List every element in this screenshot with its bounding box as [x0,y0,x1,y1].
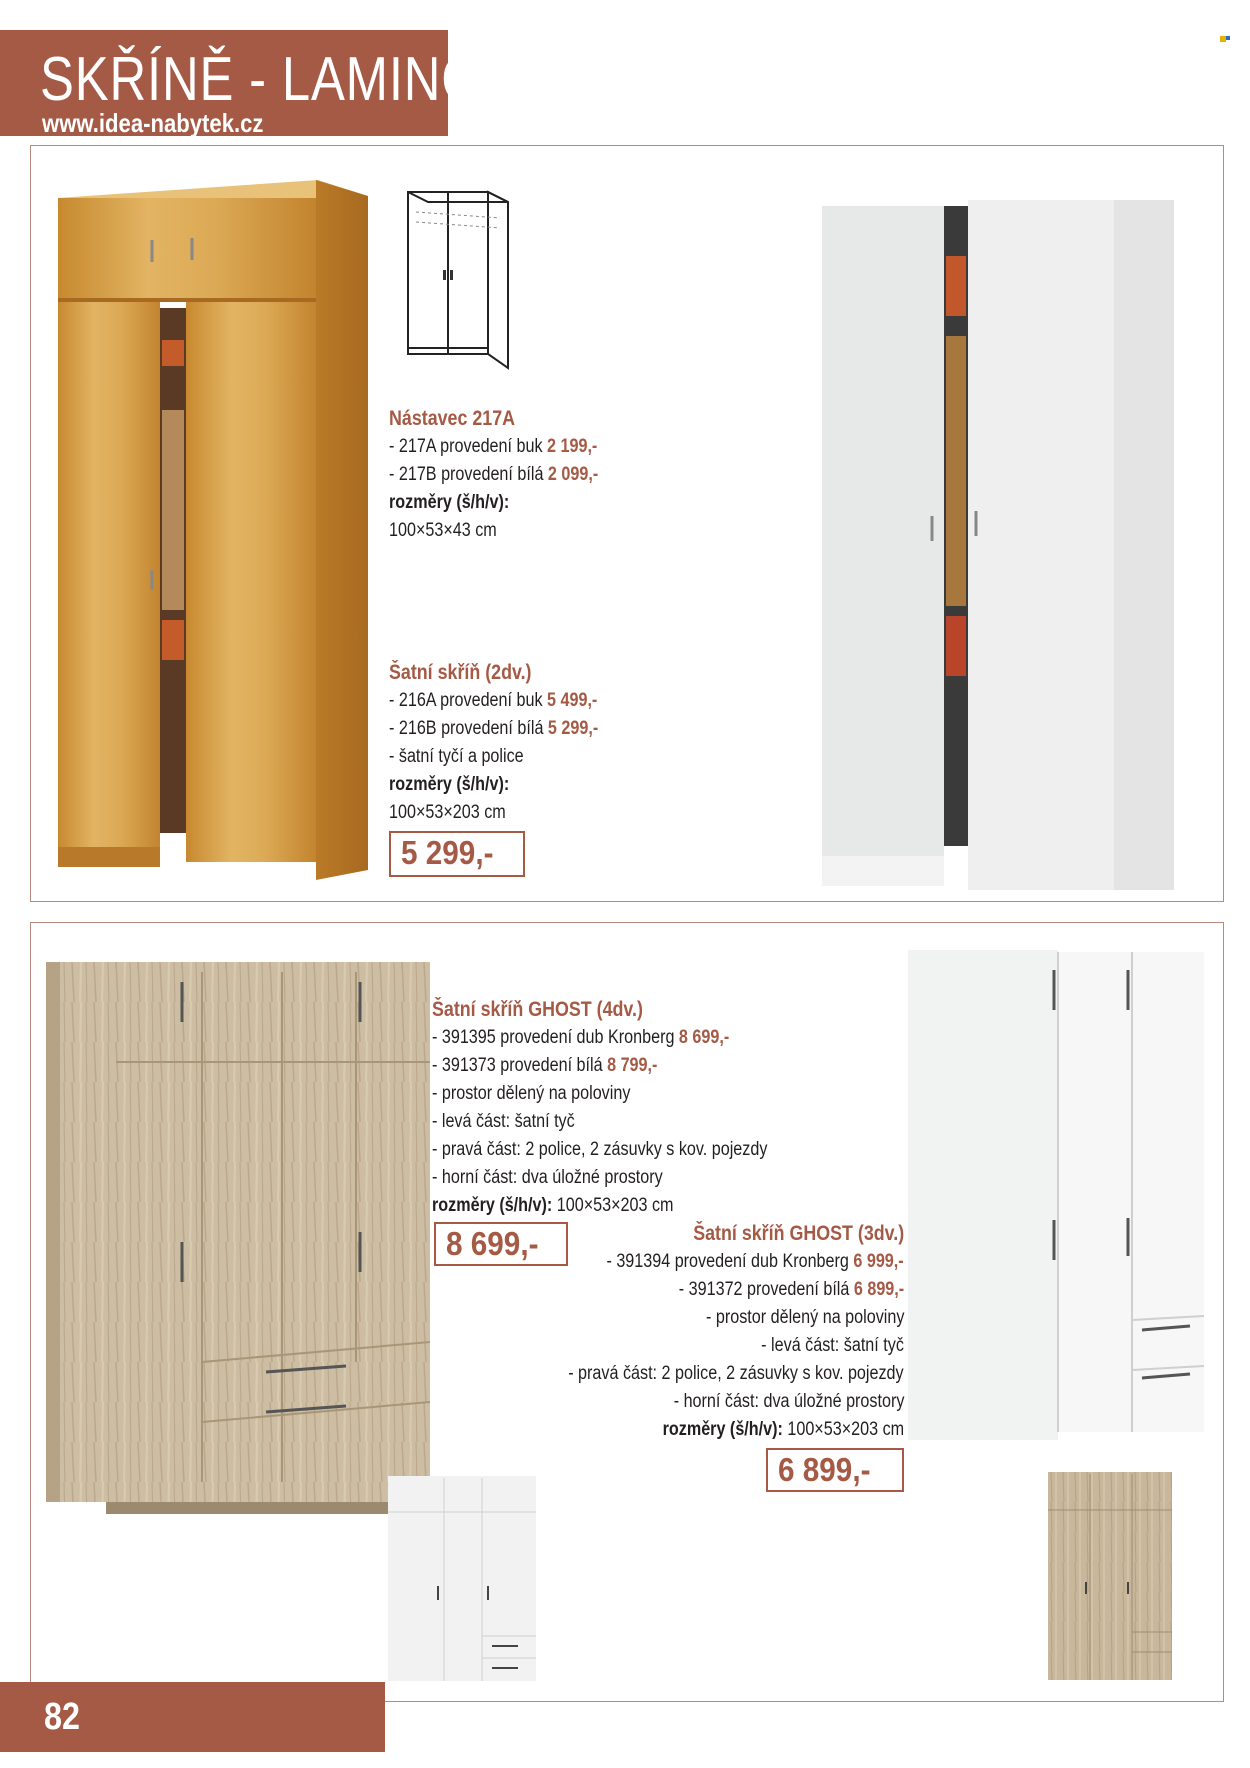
dims-label: rozměry (š/h/v): [389,774,510,795]
dims-line: rozměry (š/h/v): 100×53×203 cm [662,1419,904,1440]
price-box: 6 899,- [766,1448,904,1492]
dims-line: rozměry (š/h/v): 100×53×203 cm [432,1195,674,1216]
product-line: - horní část: dva úložné prostory [432,1167,663,1188]
website-url[interactable]: www.idea-nabytek.cz [42,108,264,138]
product-thumb-ghost-3dv-oak [1048,1472,1172,1686]
product-line: - pravá část: 2 police, 2 zásuvky s kov. pojezdy [568,1363,904,1384]
product-title-ghost-3dv: Šatní skříň GHOST (3dv.) [693,1222,904,1245]
product-line: - 391395 provedení dub Kronberg 8 699,- [432,1027,730,1048]
product-line: - 391372 provedení bílá 6 899,- [678,1279,904,1300]
product-line: - 391373 provedení bílá 8 799,- [432,1055,658,1076]
page-title: SKŘÍNĚ - LAMINO [40,45,482,114]
product-line: - 391394 provedení dub Kronberg 6 999,- [606,1251,904,1272]
product-image-beech-wardrobe [58,180,368,880]
product-image-ghost-3dv-white [908,950,1204,1446]
product-image-ghost-4dv-oak [46,962,430,1518]
product-line: - levá část: šatní tyč [761,1335,904,1356]
product-image-white-wardrobe [822,196,1188,896]
corner-mark-icon [1226,36,1230,40]
product-line: - prostor dělený na poloviny [432,1083,631,1104]
dims-label: rozměry (š/h/v): [389,492,510,513]
product-title-satni-2dv: Šatní skříň (2dv.) [389,661,532,684]
price-box: 8 699,- [434,1222,568,1266]
product-line: - 216B provedení bílá 5 299,- [389,718,599,739]
dims-value: 100×53×43 cm [389,520,497,541]
product-thumb-ghost-4dv-white [388,1476,536,1688]
product-title-ghost-4dv: Šatní skříň GHOST (4dv.) [432,998,643,1021]
product-line: - prostor dělený na poloviny [705,1307,904,1328]
product-line: - levá část: šatní tyč [432,1111,575,1132]
product-line: - horní část: dva úložné prostory [673,1391,904,1412]
product-line: - 217B provedení bílá 2 099,- [389,464,599,485]
page-number: 82 [44,1696,80,1738]
price-box: 5 299,- [389,831,525,877]
product-title-nastavec: Nástavec 217A [389,407,516,430]
product-line: - šatní tyčí a police [389,746,524,767]
dims-value: 100×53×203 cm [389,802,506,823]
product-drawing-nastavec [406,190,510,370]
product-line: - 216A provedení buk 5 499,- [389,690,598,711]
product-line: - pravá část: 2 police, 2 zásuvky s kov. pojezdy [432,1139,768,1160]
product-line: - 217A provedení buk 2 199,- [389,436,598,457]
